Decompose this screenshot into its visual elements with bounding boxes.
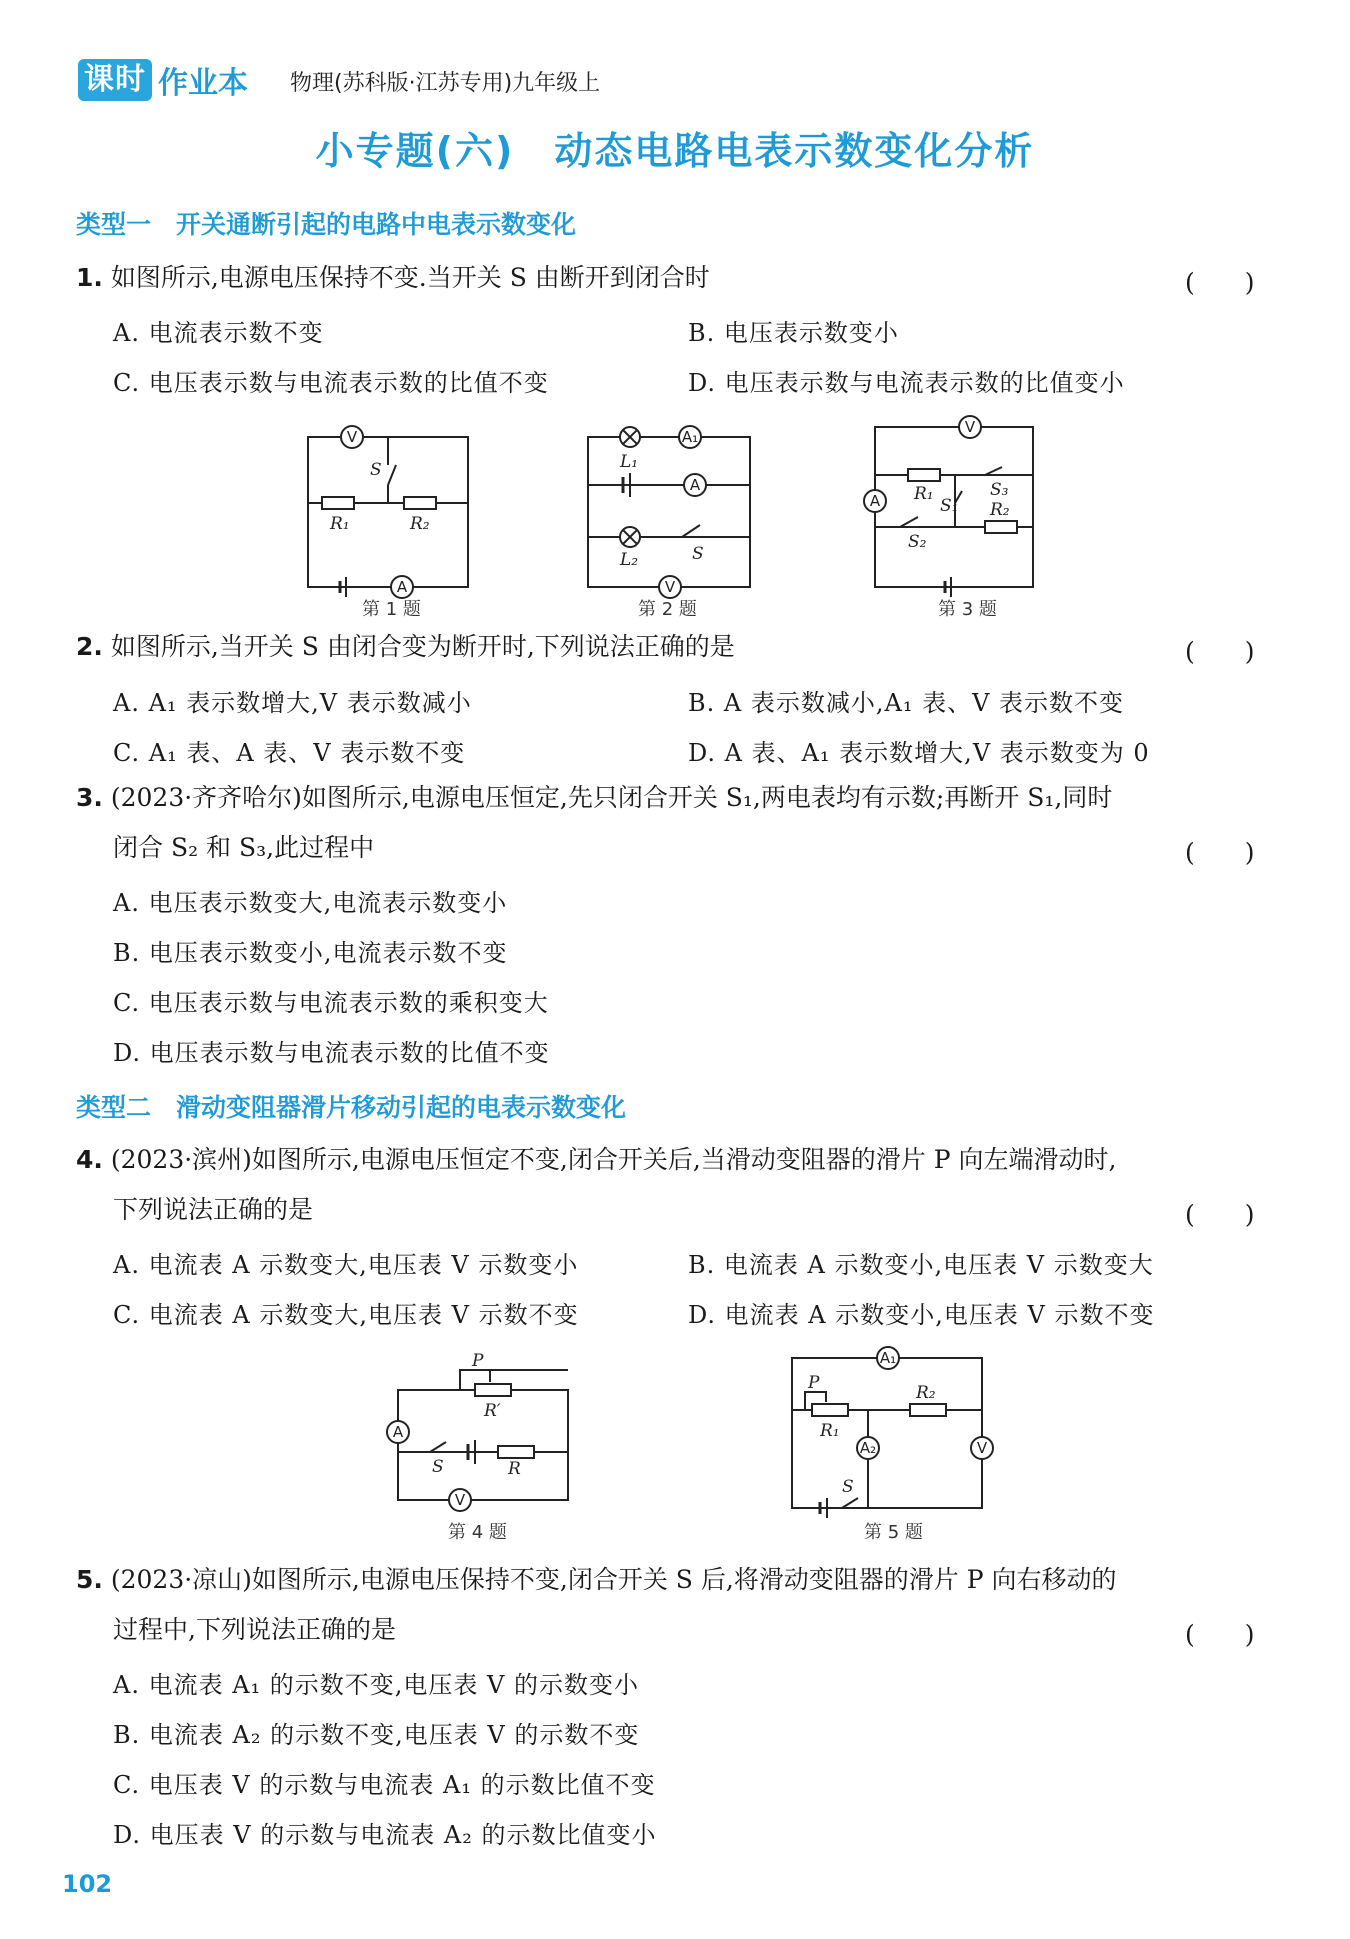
resistor-r1 bbox=[908, 469, 940, 481]
meter-label: A bbox=[689, 476, 701, 494]
option-c: C. 电压表 V 的示数与电流表 A₁ 的示数比值不变 bbox=[113, 1771, 656, 1799]
page-number: 102 bbox=[62, 1870, 113, 1898]
question-text: (2023·凉山)如图所示,电源电压保持不变,闭合开关 S 后,将滑动变阻器的滑片 P 向右移动的 bbox=[110, 1565, 1117, 1594]
answer-blank: ( ) bbox=[1185, 838, 1255, 867]
option-b: B. A 表示数减小,A₁ 表、V 表示数不变 bbox=[688, 689, 1125, 717]
figure-caption-3: 第 3 题 bbox=[938, 599, 997, 620]
meter-label: V bbox=[964, 418, 976, 436]
question-number: 5. bbox=[76, 1565, 103, 1594]
figures-row-1 bbox=[290, 415, 1090, 625]
option-d: D. 电压表 V 的示数与电流表 A₂ 的示数比值变小 bbox=[113, 1821, 657, 1849]
question-number: 2. bbox=[76, 632, 103, 661]
switch-label: S bbox=[370, 460, 382, 480]
rheostat-icon bbox=[475, 1384, 511, 1396]
section-heading-1: 类型一 开关通断引起的电路中电表示数变化 bbox=[76, 210, 577, 239]
option-d: D. 电压表示数与电流表示数的比值不变 bbox=[113, 1039, 550, 1067]
question-text: 如图所示,当开关 S 由闭合变为断开时,下列说法正确的是 bbox=[110, 632, 735, 661]
option-c: C. 电流表 A 示数变大,电压表 V 示数不变 bbox=[113, 1301, 579, 1329]
figure-caption-2: 第 2 题 bbox=[638, 599, 697, 620]
s1-label: S₁ bbox=[940, 496, 959, 516]
switch-s2-icon bbox=[900, 517, 918, 527]
question-1 bbox=[76, 263, 710, 293]
option-a: A. 电压表示数变大,电流表示数变小 bbox=[113, 889, 508, 917]
rp-label: R′ bbox=[484, 1401, 501, 1421]
answer-blank: ( ) bbox=[1185, 268, 1255, 297]
option-d: D. 电流表 A 示数变小,电压表 V 示数不变 bbox=[688, 1301, 1155, 1329]
l2-label: L₂ bbox=[620, 550, 639, 570]
switch-label: S bbox=[432, 1457, 444, 1477]
switch-icon bbox=[430, 1442, 446, 1452]
r2-label: R₂ bbox=[916, 1383, 936, 1403]
section-heading-2: 类型二 滑动变阻器滑片移动引起的电表示数变化 bbox=[76, 1093, 627, 1122]
option-d: D. 电压表示数与电流表示数的比值变小 bbox=[688, 369, 1125, 397]
question-text: (2023·齐齐哈尔)如图所示,电源电压恒定,先只闭合开关 S₁,两电表均有示数;再断开 S₁,同时 bbox=[110, 783, 1113, 812]
l1-label: L₁ bbox=[620, 452, 639, 472]
switch-icon bbox=[682, 525, 700, 537]
figure-caption-5: 第 5 题 bbox=[864, 1522, 923, 1543]
option-a: A. 电流表 A₁ 的示数不变,电压表 V 的示数变小 bbox=[113, 1671, 640, 1699]
r-label: R bbox=[508, 1459, 521, 1479]
header-logo bbox=[78, 58, 248, 102]
option-c: C. 电压表示数与电流表示数的乘积变大 bbox=[113, 989, 549, 1017]
option-c: C. 电压表示数与电流表示数的比值不变 bbox=[113, 369, 549, 397]
figure-caption-4: 第 4 题 bbox=[448, 1522, 507, 1543]
figure-caption-1: 第 1 题 bbox=[362, 599, 421, 620]
option-b: B. 电压表示数变小,电流表示数不变 bbox=[113, 939, 508, 967]
s3-label: S₃ bbox=[990, 480, 1009, 500]
option-a: A. 电流表 A 示数变大,电压表 V 示数变小 bbox=[113, 1251, 579, 1279]
option-a: A. A₁ 表示数增大,V 表示数减小 bbox=[113, 689, 472, 717]
question-number: 3. bbox=[76, 783, 103, 812]
meter-label: A₂ bbox=[859, 1439, 877, 1457]
p-label: P bbox=[808, 1373, 820, 1393]
answer-blank: ( ) bbox=[1185, 1620, 1255, 1649]
figure-4-circuit bbox=[387, 1351, 568, 1543]
figures-row-2 bbox=[380, 1340, 1020, 1550]
r1-label: R₁ bbox=[330, 514, 350, 534]
r2-label: R₂ bbox=[410, 514, 430, 534]
option-b: B. 电压表示数变小 bbox=[688, 319, 899, 347]
question-3 bbox=[76, 783, 1112, 813]
figure-2-circuit bbox=[588, 426, 750, 620]
answer-blank: ( ) bbox=[1185, 1200, 1255, 1229]
figure-5-circuit bbox=[792, 1347, 993, 1543]
question-number: 4. bbox=[76, 1145, 103, 1174]
header-subtitle: 物理(苏科版·江苏专用)九年级上 bbox=[290, 71, 601, 96]
resistor-r1 bbox=[322, 497, 354, 509]
switch-icon bbox=[842, 1498, 858, 1508]
question-4 bbox=[76, 1145, 1116, 1175]
question-2 bbox=[76, 632, 735, 662]
resistor-r2 bbox=[404, 497, 436, 509]
meter-label: A₁ bbox=[681, 428, 699, 446]
resistor-r2 bbox=[910, 1404, 946, 1416]
s2-label: S₂ bbox=[908, 532, 927, 552]
r2-label: R₂ bbox=[990, 500, 1010, 520]
meter-label: V bbox=[346, 428, 358, 446]
meter-label: A bbox=[869, 492, 881, 510]
resistor-r bbox=[498, 1446, 534, 1458]
question-3-line2: 闭合 S₂ 和 S₃,此过程中 bbox=[113, 833, 375, 862]
meter-label: V bbox=[664, 578, 676, 596]
page-title: 小专题(六) 动态电路电表示数变化分析 bbox=[315, 129, 1035, 173]
question-number: 1. bbox=[76, 263, 103, 292]
figure-3-circuit bbox=[864, 416, 1033, 620]
switch-label: S bbox=[842, 1477, 854, 1497]
question-5-line2: 过程中,下列说法正确的是 bbox=[113, 1615, 396, 1644]
question-5 bbox=[76, 1565, 1117, 1595]
switch-label: S bbox=[692, 544, 704, 564]
question-text: (2023·滨州)如图所示,电源电压恒定不变,闭合开关后,当滑动变阻器的滑片 P 向左端滑动时, bbox=[110, 1145, 1117, 1174]
option-b: B. 电流表 A₂ 的示数不变,电压表 V 的示数不变 bbox=[113, 1721, 640, 1749]
rheostat-r1-icon bbox=[812, 1404, 848, 1416]
option-c: C. A₁ 表、A 表、V 表示数不变 bbox=[113, 739, 466, 767]
question-4-line2: 下列说法正确的是 bbox=[113, 1195, 314, 1224]
question-text: 如图所示,电源电压保持不变.当开关 S 由断开到闭合时 bbox=[110, 263, 710, 292]
figure-1-circuit bbox=[308, 426, 468, 620]
meter-label: A₁ bbox=[879, 1349, 897, 1367]
r1-label: R₁ bbox=[914, 484, 934, 504]
switch-icon bbox=[388, 465, 396, 485]
switch-s3-icon bbox=[985, 467, 1002, 475]
meter-label: A bbox=[396, 578, 408, 596]
logo-mark: 课时 bbox=[78, 59, 152, 101]
meter-label: A bbox=[392, 1423, 404, 1441]
logo-text: 作业本 bbox=[158, 66, 248, 101]
r1-label: R₁ bbox=[820, 1421, 840, 1441]
p-label: P bbox=[472, 1351, 484, 1371]
answer-blank: ( ) bbox=[1185, 637, 1255, 666]
resistor-r2 bbox=[985, 521, 1017, 533]
meter-label: V bbox=[976, 1439, 988, 1457]
option-d: D. A 表、A₁ 表示数增大,V 表示数变为 0 bbox=[688, 739, 1150, 767]
meter-label: V bbox=[454, 1491, 466, 1509]
option-b: B. 电流表 A 示数变小,电压表 V 示数变大 bbox=[688, 1251, 1154, 1279]
option-a: A. 电流表示数不变 bbox=[113, 319, 324, 347]
